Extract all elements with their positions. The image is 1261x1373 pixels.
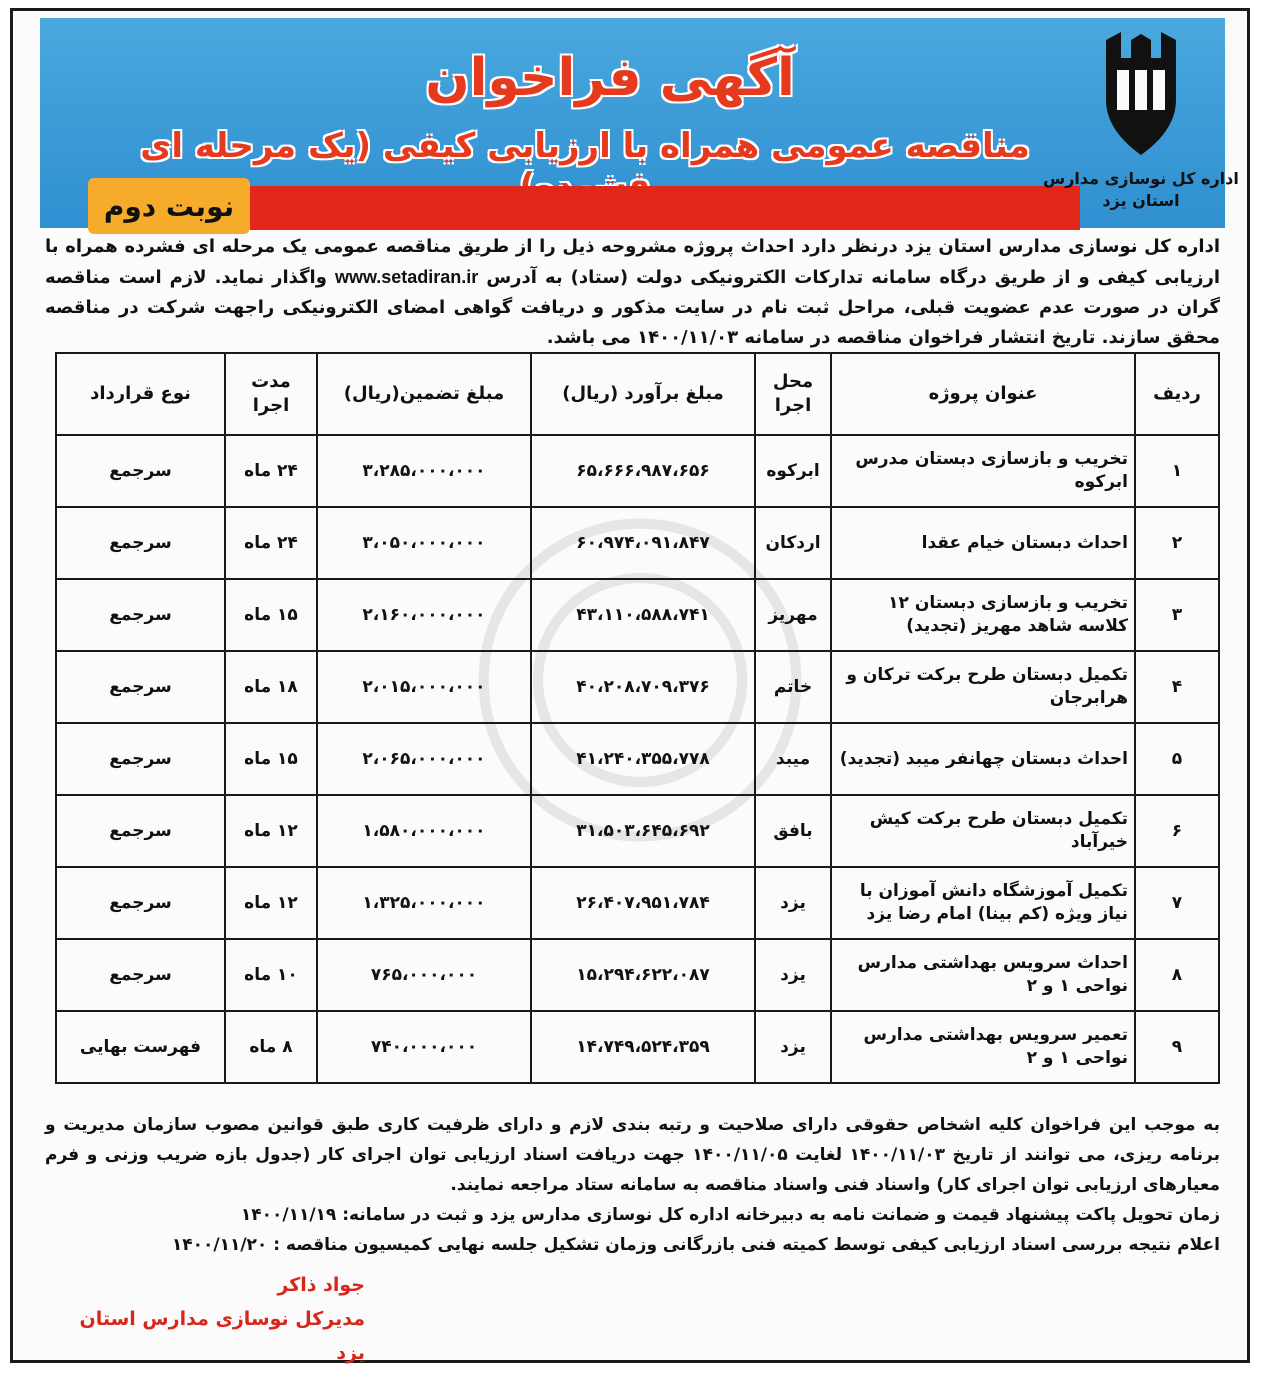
intro-text-2: واگذار نماید. لازم است مناقصه گران در صورت عدم عضویت قبلی، مراحل ثبت نام در سایت مذکور و دریافت گواهی امضای الکترونیکی راجهت شرکت در مناقصه محقق سازند. تاریخ انتشار فراخوان مناقصه در سامانه ۱۴۰۰/۱۱/۰۳ می باشد. — [45, 267, 1220, 348]
org-logo-icon — [1101, 30, 1181, 160]
table-header-row — [56, 353, 1219, 435]
cell-estimate: ۴۱،۲۴۰،۳۵۵،۷۷۸ — [531, 723, 755, 795]
cell-duration: ۲۴ ماه — [225, 507, 317, 579]
cell-location: ابرکوه — [755, 435, 831, 507]
cell-location: مهریز — [755, 579, 831, 651]
cell-guarantee: ۳،۰۵۰،۰۰۰،۰۰۰ — [317, 507, 531, 579]
cell-guarantee: ۳،۲۸۵،۰۰۰،۰۰۰ — [317, 435, 531, 507]
cell-row: ۴ — [1135, 651, 1219, 723]
cell-title: تکمیل دبستان طرح برکت ترکان و هرابرجان — [831, 651, 1135, 723]
cell-row: ۷ — [1135, 867, 1219, 939]
footer-para-2: زمان تحویل پاکت پیشنهاد قیمت و ضمانت نامه به دبیرخانه اداره کل نوسازی مدارس یزد و ثبت در سامانه: ۱۴۰۰/۱۱/۱۹ — [240, 1205, 1220, 1225]
cell-guarantee: ۷۴۰،۰۰۰،۰۰۰ — [317, 1011, 531, 1083]
cell-duration: ۱۵ ماه — [225, 723, 317, 795]
cell-location: خاتم — [755, 651, 831, 723]
table-row — [56, 507, 1219, 579]
cell-row: ۲ — [1135, 507, 1219, 579]
org-logo-block — [1041, 30, 1241, 230]
red-band — [250, 186, 1080, 230]
col-estimate: مبلغ برآورد (ریال) — [531, 353, 755, 435]
table-row — [56, 1011, 1219, 1083]
org-name — [1043, 168, 1239, 213]
cell-estimate: ۳۱،۵۰۳،۶۴۵،۶۹۲ — [531, 795, 755, 867]
cell-duration: ۸ ماه — [225, 1011, 317, 1083]
cell-estimate: ۶۰،۹۷۴،۰۹۱،۸۴۷ — [531, 507, 755, 579]
website-link[interactable]: www.setadiran.ir — [334, 267, 479, 287]
table-row — [56, 795, 1219, 867]
cell-contract: سرجمع — [56, 795, 225, 867]
cell-duration: ۱۲ ماه — [225, 867, 317, 939]
cell-location: یزد — [755, 867, 831, 939]
cell-guarantee: ۲،۰۶۵،۰۰۰،۰۰۰ — [317, 723, 531, 795]
cell-contract: سرجمع — [56, 435, 225, 507]
cell-title: تعمیر سرویس بهداشتی مدارس نواحی ۱ و ۲ — [831, 1011, 1135, 1083]
cell-guarantee: ۲،۱۶۰،۰۰۰،۰۰۰ — [317, 579, 531, 651]
table-row — [56, 579, 1219, 651]
col-location: محل اجرا — [755, 353, 831, 435]
table-row — [56, 867, 1219, 939]
cell-row: ۸ — [1135, 939, 1219, 1011]
cell-estimate: ۲۶،۴۰۷،۹۵۱،۷۸۴ — [531, 867, 755, 939]
notice-subtitle: مناقصه عمومی همراه با ارزیابی کیفی (یک مرحله ای — [140, 126, 1030, 166]
cell-contract: سرجمع — [56, 723, 225, 795]
cell-estimate: ۱۴،۷۴۹،۵۲۴،۳۵۹ — [531, 1011, 755, 1083]
cell-contract: سرجمع — [56, 507, 225, 579]
cell-estimate: ۴۳،۱۱۰،۵۸۸،۷۴۱ — [531, 579, 755, 651]
footer-para-1: به موجب این فراخوان کلیه اشخاص حقوقی دارای صلاحیت و رتبه بندی لازم و دارای ظرفیت کاری طبق قوانین مصوب سازمان مدیریت و برنامه ریزی، می توانند از تاریخ ۱۴۰۰/۱۱/۰۳ لغایت ۱۴۰۰/۱۱/۰۵ جهت دریافت اسناد ارزیابی توان اجرای کار (جدول بازه ضریب وزنی و فرم معیارهای ارزیابی توان اجرای کار) واسناد فنی واسناد مناقصه به سامانه ستاد مراجعه نمایند. — [45, 1115, 1220, 1195]
cell-contract: سرجمع — [56, 867, 225, 939]
cell-contract: سرجمع — [56, 939, 225, 1011]
signer-title: مدیرکل نوسازی مدارس استان یزد — [79, 1308, 365, 1364]
cell-location: اردکان — [755, 507, 831, 579]
col-guarantee: مبلغ تضمین(ریال) — [317, 353, 531, 435]
cell-title: احداث دبستان خیام عقدا — [831, 507, 1135, 579]
cell-row: ۹ — [1135, 1011, 1219, 1083]
cell-title: احداث سرویس بهداشتی مدارس نواحی ۱ و ۲ — [831, 939, 1135, 1011]
col-row: ردیف — [1135, 353, 1219, 435]
round-badge: نوبت دوم — [88, 178, 250, 234]
cell-duration: ۱۸ ماه — [225, 651, 317, 723]
cell-contract: سرجمع — [56, 579, 225, 651]
cell-title: احداث دبستان چهانفر میبد (تجدید) — [831, 723, 1135, 795]
cell-row: ۵ — [1135, 723, 1219, 795]
org-name-line2: استان یزد — [1102, 191, 1180, 211]
cell-location: یزد — [755, 1011, 831, 1083]
cell-title: تکمیل دبستان طرح برکت کیش خیرآباد — [831, 795, 1135, 867]
col-title: عنوان پروژه — [831, 353, 1135, 435]
cell-title: تکمیل آموزشگاه دانش آموزان با نیاز ویژه (کم بینا) امام رضا یزد — [831, 867, 1135, 939]
cell-guarantee: ۱،۳۲۵،۰۰۰،۰۰۰ — [317, 867, 531, 939]
col-duration: مدت اجرا — [225, 353, 317, 435]
cell-guarantee: ۲،۰۱۵،۰۰۰،۰۰۰ — [317, 651, 531, 723]
notice-title: آگهی فراخوان — [425, 48, 795, 108]
cell-duration: ۱۰ ماه — [225, 939, 317, 1011]
cell-duration: ۲۴ ماه — [225, 435, 317, 507]
cell-estimate: ۶۵،۶۶۶،۹۸۷،۶۵۶ — [531, 435, 755, 507]
signer-name: جواد ذاکر — [277, 1274, 365, 1296]
cell-location: یزد — [755, 939, 831, 1011]
intro-text-1: اداره کل نوسازی مدارس استان یزد درنظر دارد احداث پروژه مشروحه ذیل را از طریق مناقصه عمومی یک مرحله ای فشرده همراه با ارزیابی کیفی و از طریق درگاه سامانه تدارکات الکترونیکی دولت (ستاد) به آدرس — [45, 236, 1220, 288]
cell-contract: سرجمع — [56, 651, 225, 723]
cell-guarantee: ۷۶۵،۰۰۰،۰۰۰ — [317, 939, 531, 1011]
org-name-line1: اداره کل نوسازی مدارس — [1043, 169, 1239, 188]
cell-guarantee: ۱،۵۸۰،۰۰۰،۰۰۰ — [317, 795, 531, 867]
intro-paragraph — [45, 232, 1220, 353]
cell-duration: ۱۲ ماه — [225, 795, 317, 867]
col-contract: نوع قرارداد — [56, 353, 225, 435]
footer-para-3: اعلام نتیجه بررسی اسناد ارزیابی کیفی توسط کمیته فنی بازرگانی وزمان تشکیل جلسه نهایی کمیسیون مناقصه : ۱۴۰۰/۱۱/۲۰ — [171, 1235, 1220, 1255]
cell-location: میبد — [755, 723, 831, 795]
projects-table — [55, 352, 1220, 1084]
cell-location: بافق — [755, 795, 831, 867]
cell-contract: فهرست بهایی — [56, 1011, 225, 1083]
table-row — [56, 651, 1219, 723]
cell-row: ۶ — [1135, 795, 1219, 867]
signer-block — [45, 1268, 365, 1370]
table-row — [56, 435, 1219, 507]
cell-row: ۳ — [1135, 579, 1219, 651]
cell-title: تخریب و بازسازی دبستان مدرس ابرکوه — [831, 435, 1135, 507]
cell-estimate: ۴۰،۲۰۸،۷۰۹،۳۷۶ — [531, 651, 755, 723]
table-row — [56, 939, 1219, 1011]
cell-duration: ۱۵ ماه — [225, 579, 317, 651]
table-row — [56, 723, 1219, 795]
cell-estimate: ۱۵،۲۹۴،۶۲۲،۰۸۷ — [531, 939, 755, 1011]
cell-row: ۱ — [1135, 435, 1219, 507]
cell-title: تخریب و بازسازی دبستان ۱۲ کلاسه شاهد مهریز (تجدید) — [831, 579, 1135, 651]
footer-notes — [45, 1110, 1220, 1260]
